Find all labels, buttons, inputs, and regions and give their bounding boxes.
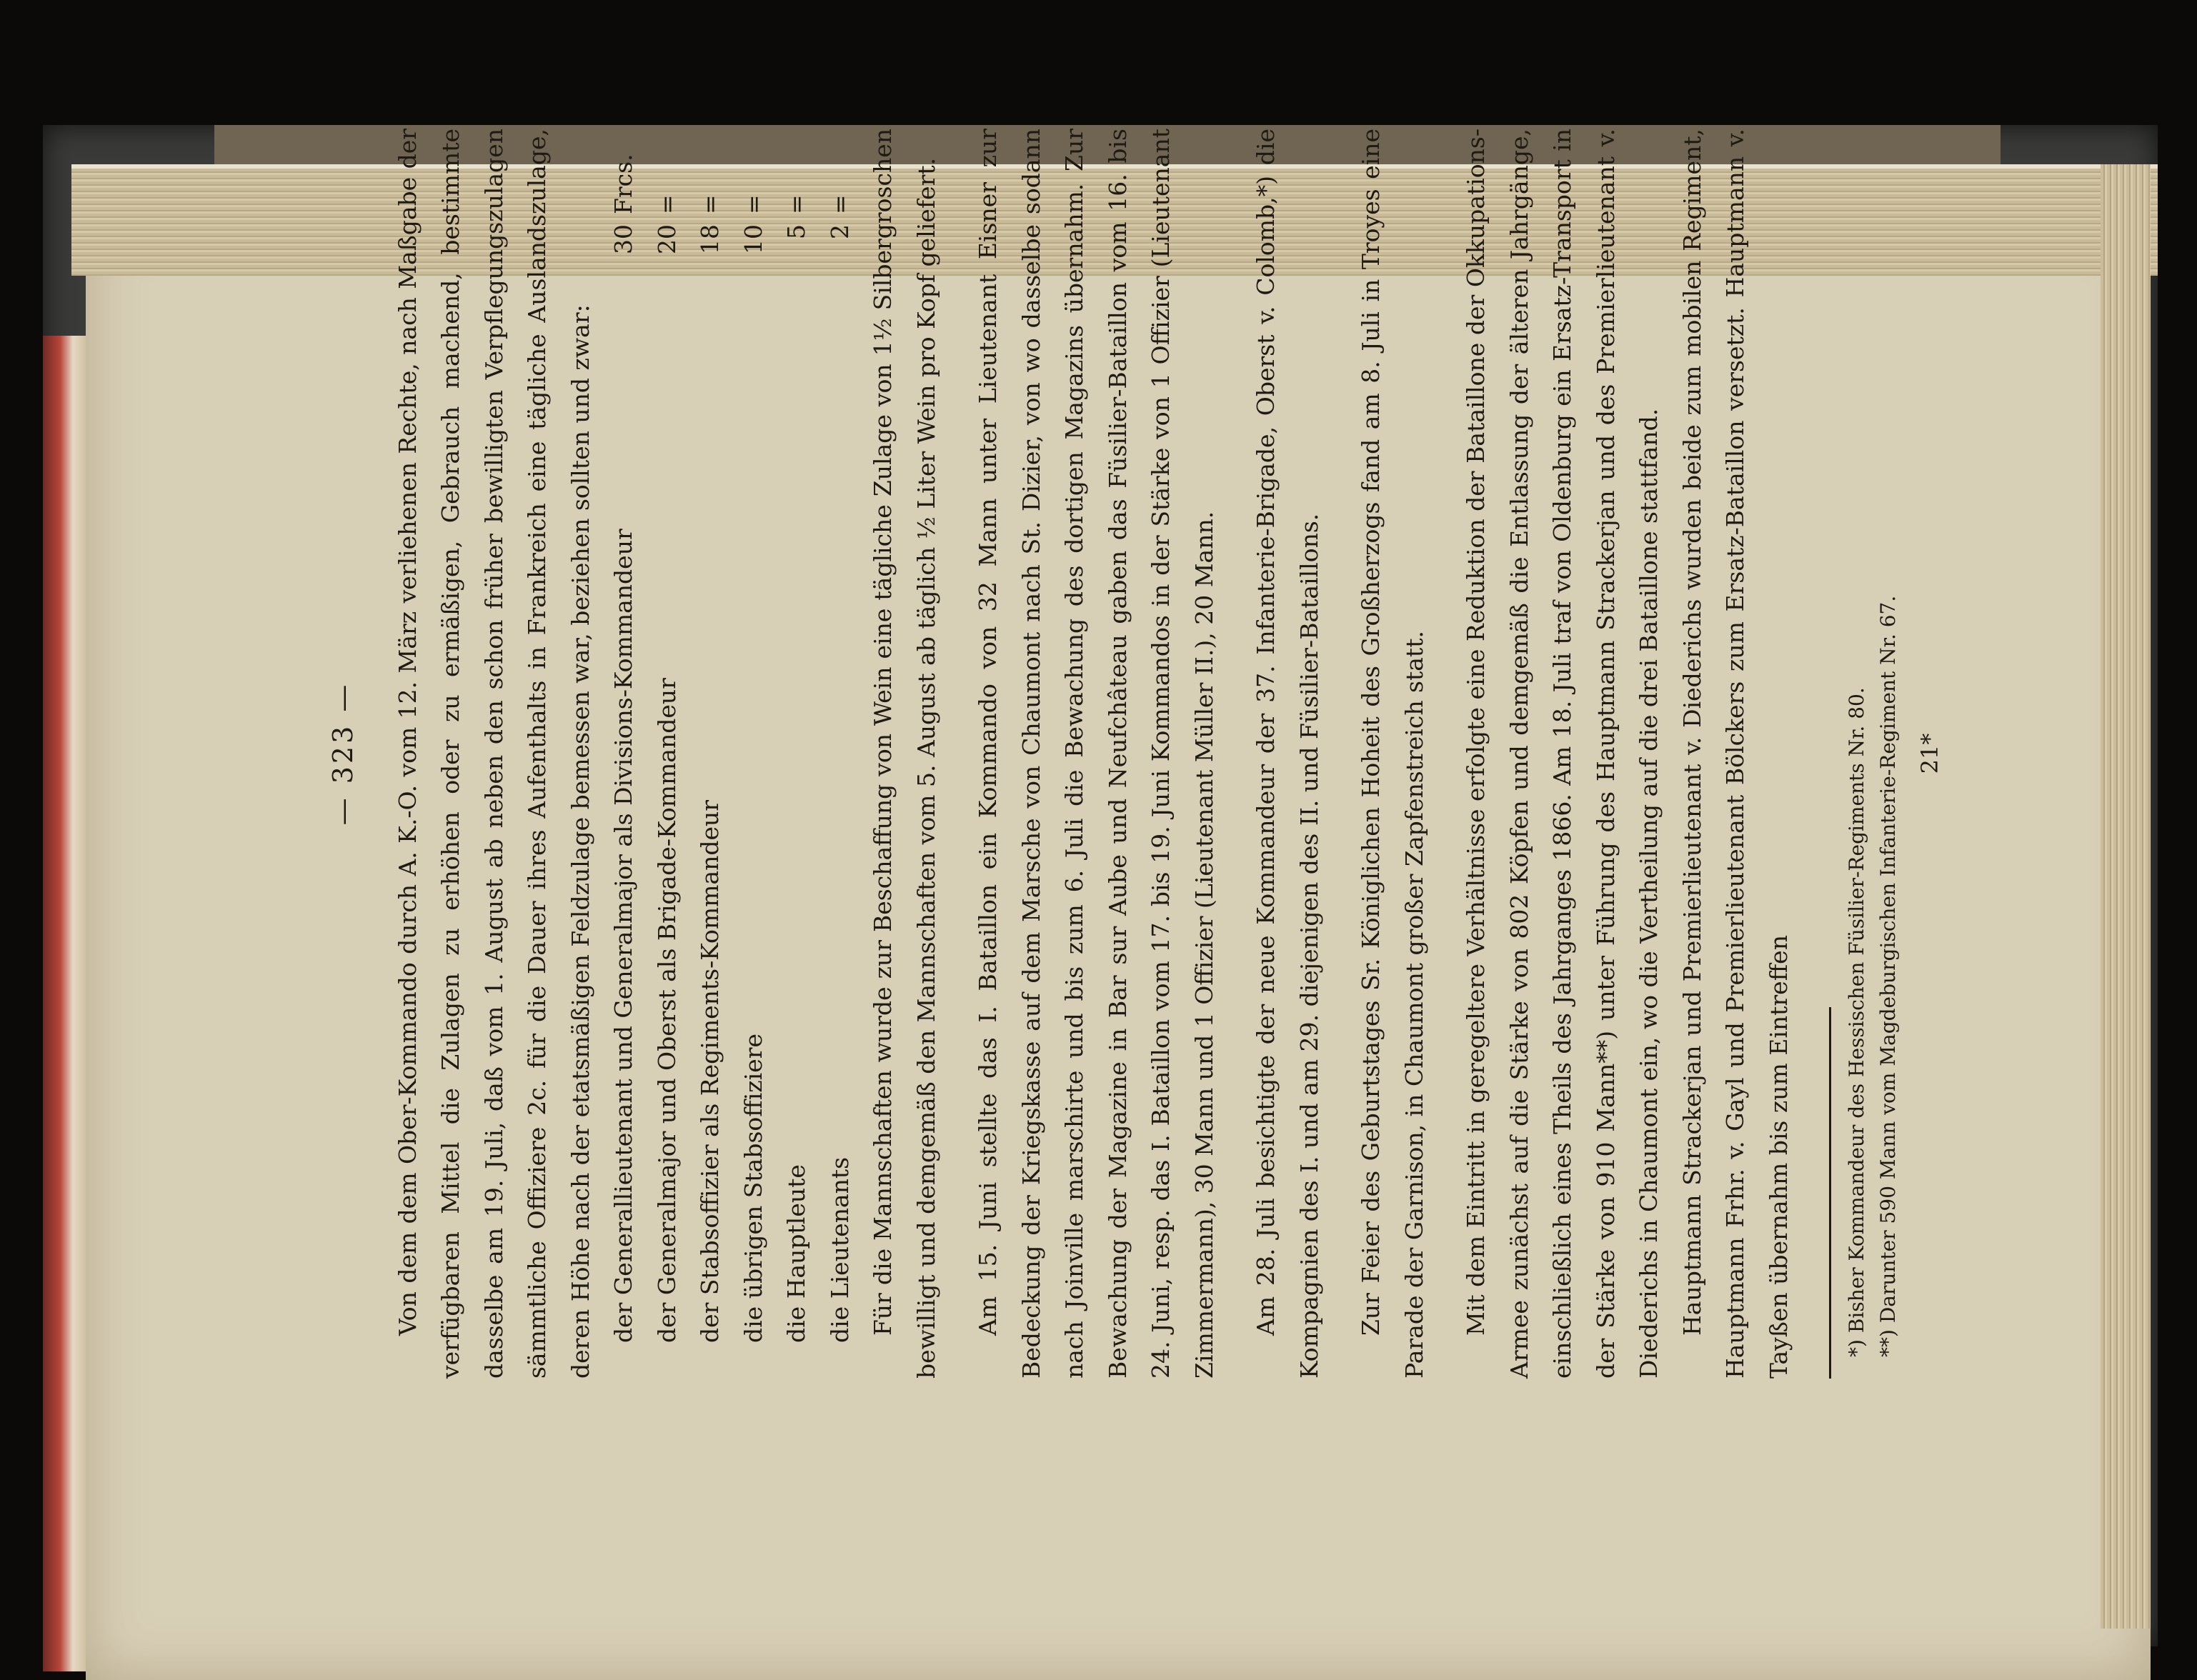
list-item — [819, 129, 862, 1343]
list-item — [646, 129, 689, 1343]
list-item — [689, 129, 732, 1343]
list-label: die Hauptleute — [782, 1164, 810, 1343]
list-amount: 18 — [696, 224, 724, 254]
allowance-list — [602, 129, 862, 1343]
book-binding-edge — [43, 336, 86, 1671]
list-unit: = — [825, 194, 854, 214]
list-amount: 30 — [609, 224, 637, 254]
list-amount: 5 — [782, 224, 810, 239]
list-unit: = — [782, 194, 810, 214]
footnote: *) Bisher Kommandeur des Hessischen Füsilier-Regiments Nr. 80. — [1845, 687, 1868, 1357]
footnote-rule — [1829, 1007, 1831, 1379]
paragraph: Von dem dem Ober-Kommando durch A. K.-O. vom 12. März verliehenen Rechte, nach Maßgabe der verfügbaren Mittel die Zulagen zu erhöhen oder zu ermäßigen, Gebrauch machend, bestimmte dasselbe am 19. Juli, daß vom 1. August ab neben den schon früher bewilligten Verpflegungszulagen sämmtliche Offiziere 2c. für die Dauer ihres Aufenthalts in Frankreich eine tägliche Auslandszulage, deren Höhe nach der etatsmäßigen Feldzulage bemessen war, beziehen sollten und zwar: — [393, 129, 594, 1379]
list-item — [775, 129, 819, 1343]
list-amount: 10 — [739, 224, 767, 254]
list-unit: Frcs. — [609, 154, 637, 214]
list-amount: 2 — [825, 224, 854, 239]
list-unit: = — [696, 194, 724, 214]
footnote: **) Darunter 590 Mann vom Magdeburgischen Infanterie-Regiment Nr. 67. — [1876, 595, 1900, 1357]
signature-mark: 21* — [1916, 733, 1943, 774]
list-item — [602, 129, 646, 1343]
paragraph: Hauptmann Strackerjan und Premierlieutenant v. Diederichs wurden beide zum mobilen Regiment, Hauptmann Frhr. v. Gayl und Premierlieutenant Bölckers zum Ersatz-Bataillon versetzt. Hauptmann v. Tayßen übernahm bis zum Eintreffen — [1678, 129, 1793, 1379]
page-edges-right — [2101, 164, 2151, 1629]
page-number-header: — 323 — — [327, 681, 359, 826]
list-label: der Generallieutenant und Generalmajor als Divisions-Kommandeur — [609, 529, 637, 1343]
list-amount: 20 — [652, 224, 681, 254]
paragraph: Für die Mannschaften wurde zur Beschaffung von Wein eine tägliche Zulage von 1½ Silbergroschen bewilligt und demgemäß den Mannschaften vom 5. August ab täglich ½ Liter Wein pro Kopf geliefert. — [869, 129, 940, 1379]
page-content — [322, 129, 1986, 1379]
list-item — [732, 129, 776, 1343]
paragraph: Zur Feier des Geburtstages Sr. Königlichen Hoheit des Großherzogs fand am 8. Juli in Troyes eine Parade der Garnison, in Chaumont großer Zapfenstreich statt. — [1357, 129, 1428, 1379]
paragraph: Am 15. Juni stellte das I. Bataillon ein Kommando von 32 Mann unter Lieutenant Eisner zur Bedeckung der Kriegskasse auf dem Marsche von Chaumont nach St. Dizier, von wo dasselbe sodann nach Joinville marschirte und bis zum 6. Juli die Bewachung des dortigen Magazins übernahm. Zur Bewachung der Magazine in Bar sur Aube und Neufchâteau gaben das Füsilier-Bataillon vom 16. bis 24. Juni, resp. das I. Bataillon vom 17. bis 19. Juni Kommandos in der Stärke von 1 Offizier (Lieutenant Zimmermann), 30 Mann und 1 Offizier (Lieutenant Müller II.), 20 Mann. — [974, 129, 1218, 1379]
list-label: der Generalmajor und Oberst als Brigade-Kommandeur — [652, 678, 681, 1343]
paragraph: Am 28. Juli besichtigte der neue Kommandeur der 37. Infanterie-Brigade, Oberst v. Colomb,*) die Kompagnien des I. und am 29. diejenigen des II. und Füsilier-Bataillons. — [1252, 129, 1323, 1379]
list-unit: = — [739, 194, 767, 214]
rotated-text-block — [322, 129, 1986, 1379]
paragraph: Mit dem Eintritt in geregeltere Verhältnisse erfolgte eine Reduktion der Bataillone der Okkupations-Armee zunächst auf die Stärke von 802 Köpfen und demgemäß die Entlassung der älteren Jahrgänge, einschließlich eines Theils des Jahrganges 1866. Am 18. Juli traf von Oldenburg ein Ersatz-Transport in der Stärke von 910 Mann**) unter Führung des Hauptmann Strackerjan und des Premierlieutenant v. Diederichs in Chaumont ein, wo die Vertheilung auf die drei Bataillone stattfand. — [1462, 129, 1663, 1379]
list-label: der Stabsoffizier als Regiments-Kommandeur — [696, 799, 724, 1343]
list-label: die übrigen Stabsoffiziere — [739, 1033, 767, 1343]
list-label: die Lieutenants — [825, 1156, 854, 1343]
list-unit: = — [652, 194, 681, 214]
